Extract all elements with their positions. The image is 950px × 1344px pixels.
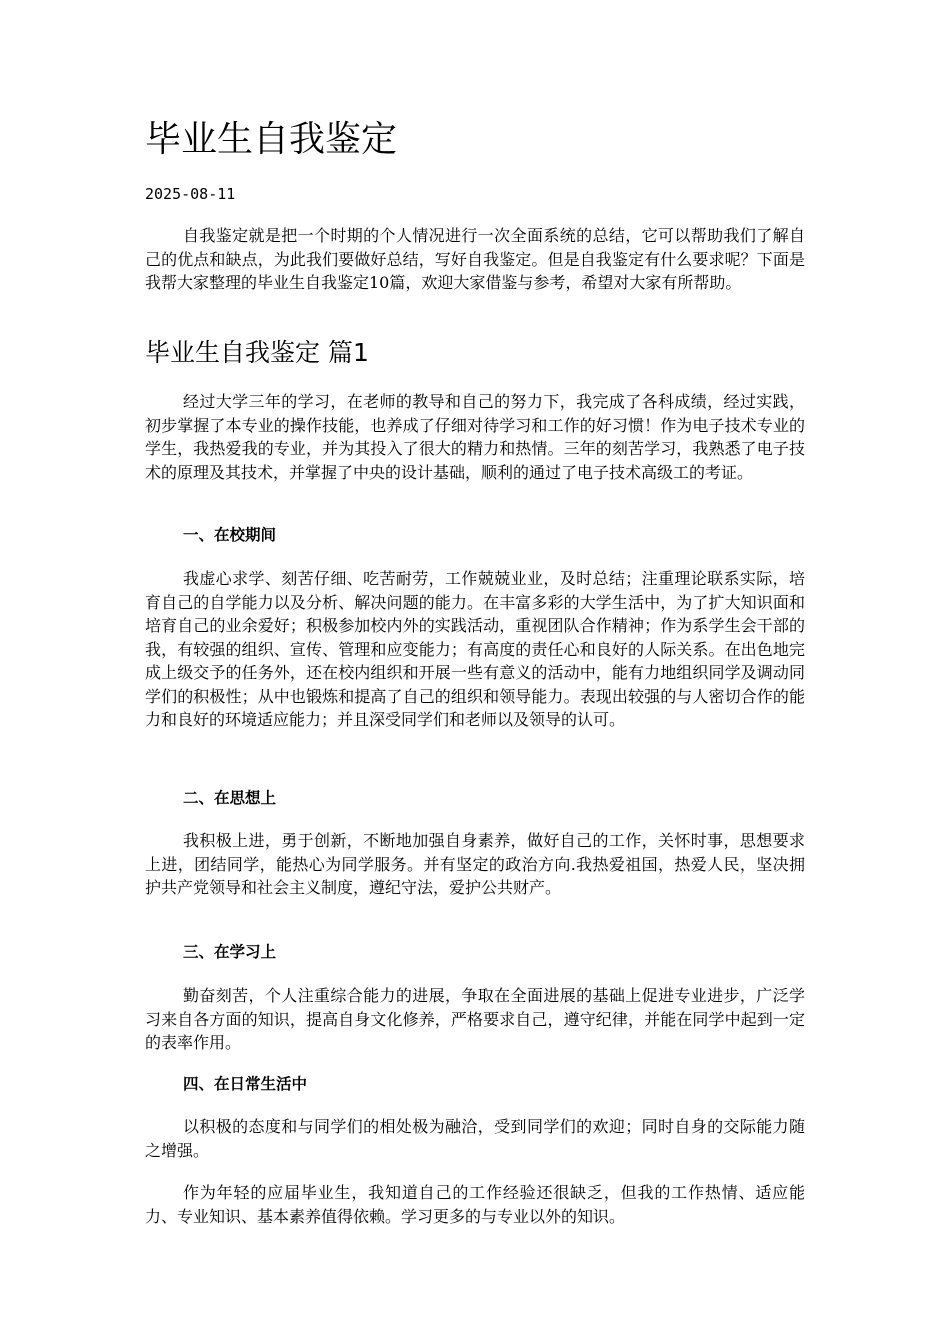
paragraph-overview: 经过大学三年的学习，在老师的教导和自己的努力下，我完成了各科成绩，经过实践，初步掌握了本专业的操作技能，也养成了仔细对待学习和工作的好习惯！作为电子技术专业的学生，我热爱我的专业，并为其投入了很大的精力和热情。三年的刻苦学习，我熟悉了电子技术的原理及其技术，并掌握了中央的设计基础，顺利的通过了电子技术高级工的考证。: [145, 392, 805, 482]
section-title: 毕业生自我鉴定 篇1: [145, 338, 369, 367]
paragraph-closing: 作为年轻的应届毕业生，我知道自己的工作经验还很缺乏，但我的工作热情、适应能力、专业知识、基本素养值得依赖。学习更多的与专业以外的知识。: [145, 1183, 805, 1226]
paragraph-thought: 我积极上进，勇于创新，不断地加强自身素养，做好自己的工作，关怀时事，思想要求上进，团结同学，能热心为同学服务。并有坚定的政治方向.我热爱祖国，热爱人民，坚决拥护共产党领导和社会主义制度，遵纪守法，爱护公共财产。: [145, 831, 805, 897]
subheading-campus: 一、在校期间: [183, 526, 277, 544]
paragraph-study: 勤奋刻苦，个人注重综合能力的进展，争取在全面进展的基础上促进专业进步，广泛学习来自各方面的知识，提高自身文化修养，严格要求自己，遵守纪律，并能在同学中起到一定的表率作用。: [145, 986, 805, 1052]
subheading-thought: 二、在思想上: [183, 789, 277, 807]
paragraph-campus: 我虚心求学、刻苦仔细、吃苦耐劳，工作兢兢业业，及时总结；注重理论联系实际，培育自己的自学能力以及分析、解决问题的能力。在丰富多彩的大学生活中，为了扩大知识面和培育自己的业余爱好；积极参加校内外的实践活动，重视团队合作精神；作为系学生会干部的我，有较强的组织、宣传、管理和应变能力；有高度的责任心和良好的人际关系。在出色地完成上级交予的任务外，还在校内组织和开展一些有意义的活动中，能有力地组织同学及调动同学们的积极性；从中也锻炼和提高了自己的组织和领导能力。表现出较强的与人密切合作的能力和良好的环境适应能力；并且深受同学们和老师以及领导的认可。: [145, 569, 805, 729]
publish-date: 2025-08-11: [145, 185, 236, 203]
subheading-study: 三、在学习上: [183, 943, 277, 961]
paragraph-life: 以积极的态度和与同学们的相处极为融洽，受到同学们的欢迎；同时自身的交际能力随之增强。: [145, 1117, 805, 1160]
subheading-life: 四、在日常生活中: [183, 1075, 308, 1093]
intro-paragraph: 自我鉴定就是把一个时期的个人情况进行一次全面系统的总结，它可以帮助我们了解自己的优点和缺点，为此我们要做好总结，写好自我鉴定。但是自我鉴定有什么要求呢？下面是我帮大家整理的毕业生自我鉴定10篇，欢迎大家借鉴与参考，希望对大家有所帮助。: [145, 226, 805, 292]
page-title: 毕业生自我鉴定: [145, 119, 398, 160]
